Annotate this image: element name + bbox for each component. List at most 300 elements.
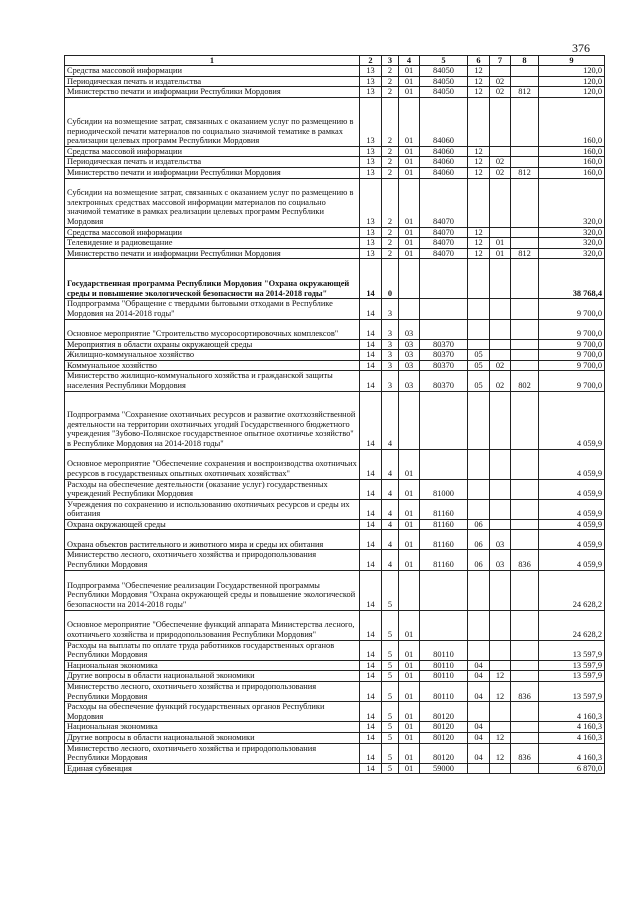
program-code: 01 xyxy=(399,610,420,640)
table-row xyxy=(65,391,605,449)
ministry-code xyxy=(511,519,539,530)
target-code: 80110 xyxy=(420,682,468,702)
target-code: 80110 xyxy=(420,671,468,682)
sub-chapter-code xyxy=(490,391,511,449)
ministry-code xyxy=(511,97,539,146)
sub-chapter-code xyxy=(490,66,511,77)
table-row xyxy=(65,87,605,98)
section-code: 13 xyxy=(360,97,382,146)
subsection-code: 2 xyxy=(382,87,399,98)
program-code: 01 xyxy=(399,227,420,238)
ministry-code: 812 xyxy=(511,87,539,98)
amount: 24 628,2 xyxy=(539,610,605,640)
page-number: 376 xyxy=(572,41,590,55)
subsection-code: 3 xyxy=(382,299,399,319)
program-code: 01 xyxy=(399,157,420,168)
amount: 4 160,3 xyxy=(539,733,605,744)
row-name: Министерство печати и информации Республики Мордовия xyxy=(65,87,360,98)
row-name: Другие вопросы в области национальной экономики xyxy=(65,733,360,744)
subsection-code: 2 xyxy=(382,157,399,168)
row-name: Субсидии на возмещение затрат, связанных с оказанием услуг по размещению в периодической печати материалов по социально значимой тематике в рамках реализации целевых программ Республики Мордовия xyxy=(65,97,360,146)
program-code: 03 xyxy=(399,360,420,371)
header-col-5: 5 xyxy=(420,56,468,66)
row-name: Министерство печати и информации Республики Мордовия xyxy=(65,248,360,259)
chapter-code: 04 xyxy=(468,682,490,702)
program-code: 01 xyxy=(399,66,420,77)
chapter-code xyxy=(468,499,490,519)
row-name: Расходы на обеспечение функций государственных органов Республики Мордовия xyxy=(65,702,360,722)
table-row xyxy=(65,722,605,733)
ministry-code: 812 xyxy=(511,167,539,178)
subsection-code: 3 xyxy=(382,339,399,350)
chapter-code xyxy=(468,97,490,146)
target-code: 80370 xyxy=(420,350,468,361)
sub-chapter-code: 02 xyxy=(490,76,511,87)
amount: 160,0 xyxy=(539,167,605,178)
program-code: 01 xyxy=(399,550,420,570)
table-row xyxy=(65,157,605,168)
chapter-code xyxy=(468,763,490,774)
table-row xyxy=(65,449,605,479)
amount: 9 700,0 xyxy=(539,360,605,371)
amount: 9 700,0 xyxy=(539,299,605,319)
subsection-code: 4 xyxy=(382,391,399,449)
subsection-code: 2 xyxy=(382,66,399,77)
program-code: 01 xyxy=(399,733,420,744)
ministry-code xyxy=(511,479,539,499)
program-code xyxy=(399,259,420,299)
target-code: 81000 xyxy=(420,479,468,499)
amount: 160,0 xyxy=(539,146,605,157)
program-code: 01 xyxy=(399,743,420,763)
section-code: 14 xyxy=(360,499,382,519)
table-row xyxy=(65,702,605,722)
ministry-code xyxy=(511,76,539,87)
chapter-code xyxy=(468,610,490,640)
subsection-code: 5 xyxy=(382,640,399,660)
subsection-code: 4 xyxy=(382,449,399,479)
chapter-code: 04 xyxy=(468,671,490,682)
ministry-code xyxy=(511,238,539,249)
section-code: 14 xyxy=(360,550,382,570)
program-code: 03 xyxy=(399,319,420,339)
section-code: 13 xyxy=(360,238,382,249)
table-row xyxy=(65,167,605,178)
row-name: Министерство лесного, охотничьего хозяйства и природопользования Республики Мордовия xyxy=(65,743,360,763)
chapter-code: 12 xyxy=(468,248,490,259)
sub-chapter-code xyxy=(490,299,511,319)
program-code: 01 xyxy=(399,499,420,519)
chapter-code: 05 xyxy=(468,360,490,371)
sub-chapter-code xyxy=(490,722,511,733)
table-row xyxy=(65,178,605,227)
ministry-code xyxy=(511,570,539,610)
ministry-code xyxy=(511,227,539,238)
amount: 9 700,0 xyxy=(539,371,605,391)
row-name: Охрана объектов растительного и животного мира и среды их обитания xyxy=(65,530,360,550)
sub-chapter-code xyxy=(490,479,511,499)
ministry-code xyxy=(511,610,539,640)
ministry-code xyxy=(511,733,539,744)
row-name: Охрана окружающей среды xyxy=(65,519,360,530)
target-code xyxy=(420,319,468,339)
target-code: 80120 xyxy=(420,743,468,763)
section-code: 14 xyxy=(360,259,382,299)
sub-chapter-code xyxy=(490,339,511,350)
ministry-code xyxy=(511,350,539,361)
table-row xyxy=(65,743,605,763)
section-code: 14 xyxy=(360,671,382,682)
amount: 4 059,9 xyxy=(539,519,605,530)
amount: 4 059,9 xyxy=(539,391,605,449)
row-name: Периодическая печать и издательства xyxy=(65,157,360,168)
sub-chapter-code: 02 xyxy=(490,157,511,168)
subsection-code: 2 xyxy=(382,167,399,178)
chapter-code xyxy=(468,391,490,449)
sub-chapter-code xyxy=(490,259,511,299)
sub-chapter-code xyxy=(490,319,511,339)
table-row xyxy=(65,238,605,249)
section-code: 14 xyxy=(360,682,382,702)
chapter-code: 12 xyxy=(468,66,490,77)
chapter-code: 05 xyxy=(468,371,490,391)
sub-chapter-code xyxy=(490,350,511,361)
section-code: 14 xyxy=(360,449,382,479)
row-name: Основное мероприятие "Обеспечение функций аппарата Министерства лесного, охотничьего хозяйства и природопользования Республики Мордовия" xyxy=(65,610,360,640)
chapter-code: 12 xyxy=(468,87,490,98)
budget-table xyxy=(64,55,605,774)
target-code: 80370 xyxy=(420,371,468,391)
amount: 38 768,4 xyxy=(539,259,605,299)
chapter-code xyxy=(468,259,490,299)
target-code: 84050 xyxy=(420,87,468,98)
target-code xyxy=(420,259,468,299)
table-row xyxy=(65,530,605,550)
section-code: 14 xyxy=(360,530,382,550)
section-code: 13 xyxy=(360,87,382,98)
section-code: 14 xyxy=(360,733,382,744)
table-row xyxy=(65,76,605,87)
row-name: Коммунальное хозяйство xyxy=(65,360,360,371)
section-code: 14 xyxy=(360,339,382,350)
program-code: 01 xyxy=(399,167,420,178)
section-code: 13 xyxy=(360,178,382,227)
sub-chapter-code: 01 xyxy=(490,248,511,259)
row-name: Средства массовой информации xyxy=(65,227,360,238)
amount: 9 700,0 xyxy=(539,339,605,350)
section-code: 14 xyxy=(360,722,382,733)
table-row xyxy=(65,339,605,350)
sub-chapter-code xyxy=(490,178,511,227)
row-name: Национальная экономика xyxy=(65,660,360,671)
amount: 4 059,9 xyxy=(539,449,605,479)
table-header-row xyxy=(65,56,605,66)
program-code: 01 xyxy=(399,238,420,249)
row-name: Расходы на выплаты по оплате труда работников государственных органов Республики Мордовия xyxy=(65,640,360,660)
subsection-code: 5 xyxy=(382,610,399,640)
target-code: 81160 xyxy=(420,530,468,550)
program-code xyxy=(399,299,420,319)
target-code: 80120 xyxy=(420,722,468,733)
target-code: 80120 xyxy=(420,702,468,722)
target-code: 81160 xyxy=(420,499,468,519)
target-code: 84070 xyxy=(420,248,468,259)
subsection-code: 5 xyxy=(382,743,399,763)
section-code: 13 xyxy=(360,146,382,157)
amount: 4 160,3 xyxy=(539,722,605,733)
program-code: 03 xyxy=(399,339,420,350)
sub-chapter-code: 03 xyxy=(490,550,511,570)
program-code: 01 xyxy=(399,519,420,530)
ministry-code xyxy=(511,299,539,319)
sub-chapter-code xyxy=(490,763,511,774)
amount: 120,0 xyxy=(539,66,605,77)
ministry-code xyxy=(511,66,539,77)
table-row xyxy=(65,227,605,238)
target-code xyxy=(420,570,468,610)
chapter-code: 04 xyxy=(468,733,490,744)
sub-chapter-code: 02 xyxy=(490,87,511,98)
sub-chapter-code xyxy=(490,97,511,146)
header-col-6: 6 xyxy=(468,56,490,66)
section-code: 14 xyxy=(360,610,382,640)
row-name: Периодическая печать и издательства xyxy=(65,76,360,87)
section-code: 14 xyxy=(360,763,382,774)
amount: 120,0 xyxy=(539,76,605,87)
subsection-code: 3 xyxy=(382,350,399,361)
sub-chapter-code: 02 xyxy=(490,360,511,371)
section-code: 14 xyxy=(360,391,382,449)
subsection-code: 4 xyxy=(382,519,399,530)
section-code: 14 xyxy=(360,479,382,499)
sub-chapter-code xyxy=(490,146,511,157)
table-row xyxy=(65,66,605,77)
program-code: 01 xyxy=(399,146,420,157)
program-code: 01 xyxy=(399,722,420,733)
amount: 6 870,0 xyxy=(539,763,605,774)
row-name: Расходы на обеспечение деятельности (оказание услуг) государственных учреждений Республики Мордовия xyxy=(65,479,360,499)
header-col-1: 1 xyxy=(65,56,360,66)
table-row xyxy=(65,248,605,259)
amount: 13 597,9 xyxy=(539,682,605,702)
table-row xyxy=(65,479,605,499)
subsection-code: 2 xyxy=(382,227,399,238)
program-code xyxy=(399,391,420,449)
subsection-code: 4 xyxy=(382,530,399,550)
target-code xyxy=(420,391,468,449)
sub-chapter-code: 02 xyxy=(490,371,511,391)
section-code: 13 xyxy=(360,227,382,238)
subsection-code: 5 xyxy=(382,660,399,671)
table-row xyxy=(65,519,605,530)
ministry-code xyxy=(511,319,539,339)
program-code: 01 xyxy=(399,97,420,146)
amount: 4 059,9 xyxy=(539,499,605,519)
program-code: 01 xyxy=(399,530,420,550)
target-code: 84070 xyxy=(420,238,468,249)
amount: 4 059,9 xyxy=(539,550,605,570)
target-code: 80370 xyxy=(420,360,468,371)
subsection-code: 2 xyxy=(382,76,399,87)
chapter-code: 06 xyxy=(468,550,490,570)
section-code: 14 xyxy=(360,702,382,722)
chapter-code xyxy=(468,449,490,479)
sub-chapter-code: 01 xyxy=(490,238,511,249)
table-row xyxy=(65,350,605,361)
header-col-3: 3 xyxy=(382,56,399,66)
ministry-code: 812 xyxy=(511,248,539,259)
table-row xyxy=(65,660,605,671)
chapter-code: 12 xyxy=(468,227,490,238)
ministry-code: 836 xyxy=(511,743,539,763)
ministry-code xyxy=(511,763,539,774)
ministry-code xyxy=(511,449,539,479)
target-code: 84060 xyxy=(420,146,468,157)
sub-chapter-code xyxy=(490,702,511,722)
program-code: 01 xyxy=(399,671,420,682)
table-row xyxy=(65,733,605,744)
ministry-code xyxy=(511,391,539,449)
chapter-code: 06 xyxy=(468,519,490,530)
sub-chapter-code xyxy=(490,499,511,519)
chapter-code: 12 xyxy=(468,76,490,87)
amount: 320,0 xyxy=(539,227,605,238)
sub-chapter-code: 02 xyxy=(490,167,511,178)
subsection-code: 2 xyxy=(382,248,399,259)
target-code xyxy=(420,610,468,640)
table-row xyxy=(65,299,605,319)
ministry-code xyxy=(511,339,539,350)
table-row xyxy=(65,550,605,570)
header-col-2: 2 xyxy=(360,56,382,66)
target-code: 81160 xyxy=(420,550,468,570)
target-code xyxy=(420,449,468,479)
subsection-code: 2 xyxy=(382,97,399,146)
section-code: 14 xyxy=(360,519,382,530)
target-code: 80370 xyxy=(420,339,468,350)
row-name: Подпрограмма "Сохранение охотничьих ресурсов и развитие охотхозяйственной деятельности на территории охотничьих угодий Государственного бюджетного учреждения "Зубово-Полянское государственное опытное охотничье хозяйство" в Республике Мордовия на 2014-2018 годы" xyxy=(65,391,360,449)
header-col-9: 9 xyxy=(539,56,605,66)
sub-chapter-code: 12 xyxy=(490,733,511,744)
chapter-code xyxy=(468,702,490,722)
target-code: 81160 xyxy=(420,519,468,530)
chapter-code xyxy=(468,299,490,319)
table-row xyxy=(65,146,605,157)
subsection-code: 2 xyxy=(382,178,399,227)
subsection-code: 4 xyxy=(382,499,399,519)
target-code: 80120 xyxy=(420,733,468,744)
sub-chapter-code xyxy=(490,519,511,530)
subsection-code: 5 xyxy=(382,722,399,733)
subsection-code: 2 xyxy=(382,238,399,249)
target-code xyxy=(420,299,468,319)
amount: 120,0 xyxy=(539,87,605,98)
ministry-code xyxy=(511,499,539,519)
program-code: 01 xyxy=(399,178,420,227)
target-code: 84060 xyxy=(420,157,468,168)
amount: 13 597,9 xyxy=(539,671,605,682)
ministry-code: 802 xyxy=(511,371,539,391)
header-col-7: 7 xyxy=(490,56,511,66)
section-code: 13 xyxy=(360,66,382,77)
subsection-code: 5 xyxy=(382,671,399,682)
section-code: 14 xyxy=(360,570,382,610)
amount: 160,0 xyxy=(539,97,605,146)
ministry-code xyxy=(511,671,539,682)
table-body xyxy=(65,66,605,774)
ministry-code xyxy=(511,259,539,299)
ministry-code xyxy=(511,146,539,157)
sub-chapter-code xyxy=(490,570,511,610)
amount: 24 628,2 xyxy=(539,570,605,610)
header-col-4: 4 xyxy=(399,56,420,66)
program-code: 03 xyxy=(399,371,420,391)
table-row xyxy=(65,570,605,610)
subsection-code: 5 xyxy=(382,733,399,744)
amount: 9 700,0 xyxy=(539,319,605,339)
row-name: Субсидии на возмещение затрат, связанных с оказанием услуг по размещению в электронных средствах массовой информации материалов по социально значимой тематике в рамках реализации целевых программ Республики Мордовия xyxy=(65,178,360,227)
amount: 9 700,0 xyxy=(539,350,605,361)
section-code: 14 xyxy=(360,319,382,339)
sub-chapter-code xyxy=(490,610,511,640)
row-name: Учреждения по сохранению и использованию охотничьих ресурсов и среды их обитания xyxy=(65,499,360,519)
subsection-code: 3 xyxy=(382,319,399,339)
amount: 4 059,9 xyxy=(539,479,605,499)
row-name: Подпрограмма "Обеспечение реализации Государственной программы Республики Мордовия "Охрана окружающей среды и повышение экологической безопасности на 2014-2018 годы" xyxy=(65,570,360,610)
target-code: 80110 xyxy=(420,660,468,671)
program-code: 01 xyxy=(399,449,420,479)
table-row xyxy=(65,360,605,371)
subsection-code: 4 xyxy=(382,479,399,499)
target-code: 84060 xyxy=(420,97,468,146)
amount: 320,0 xyxy=(539,238,605,249)
section-code: 14 xyxy=(360,350,382,361)
amount: 4 160,3 xyxy=(539,702,605,722)
section-code: 14 xyxy=(360,743,382,763)
chapter-code: 04 xyxy=(468,660,490,671)
row-name: Жилищно-коммунальное хозяйство xyxy=(65,350,360,361)
section-code: 14 xyxy=(360,660,382,671)
row-name: Национальная экономика xyxy=(65,722,360,733)
header-col-8: 8 xyxy=(511,56,539,66)
row-name: Подпрограмма "Обращение с твердыми бытовыми отходами в Республике Мордовия на 2014-2018 годы" xyxy=(65,299,360,319)
subsection-code: 5 xyxy=(382,682,399,702)
chapter-code xyxy=(468,570,490,610)
subsection-code: 5 xyxy=(382,763,399,774)
row-name: Основное мероприятие "Обеспечение сохранения и воспроизводства охотничьих ресурсов в государственных опытных охотничьих хозяйствах" xyxy=(65,449,360,479)
program-code: 01 xyxy=(399,702,420,722)
row-name: Телевидение и радиовещание xyxy=(65,238,360,249)
target-code: 84070 xyxy=(420,227,468,238)
ministry-code: 836 xyxy=(511,682,539,702)
chapter-code: 05 xyxy=(468,350,490,361)
chapter-code: 06 xyxy=(468,530,490,550)
chapter-code: 12 xyxy=(468,238,490,249)
table-row xyxy=(65,671,605,682)
program-code xyxy=(399,570,420,610)
program-code: 01 xyxy=(399,763,420,774)
row-name: Министерство лесного, охотничьего хозяйства и природопользования Республики Мордовия xyxy=(65,550,360,570)
row-name: Министерство лесного, охотничьего хозяйства и природопользования Республики Мордовия xyxy=(65,682,360,702)
chapter-code: 12 xyxy=(468,157,490,168)
chapter-code xyxy=(468,640,490,660)
program-code: 01 xyxy=(399,248,420,259)
sub-chapter-code xyxy=(490,660,511,671)
section-code: 14 xyxy=(360,299,382,319)
table-row xyxy=(65,499,605,519)
target-code: 80110 xyxy=(420,640,468,660)
amount: 13 597,9 xyxy=(539,660,605,671)
